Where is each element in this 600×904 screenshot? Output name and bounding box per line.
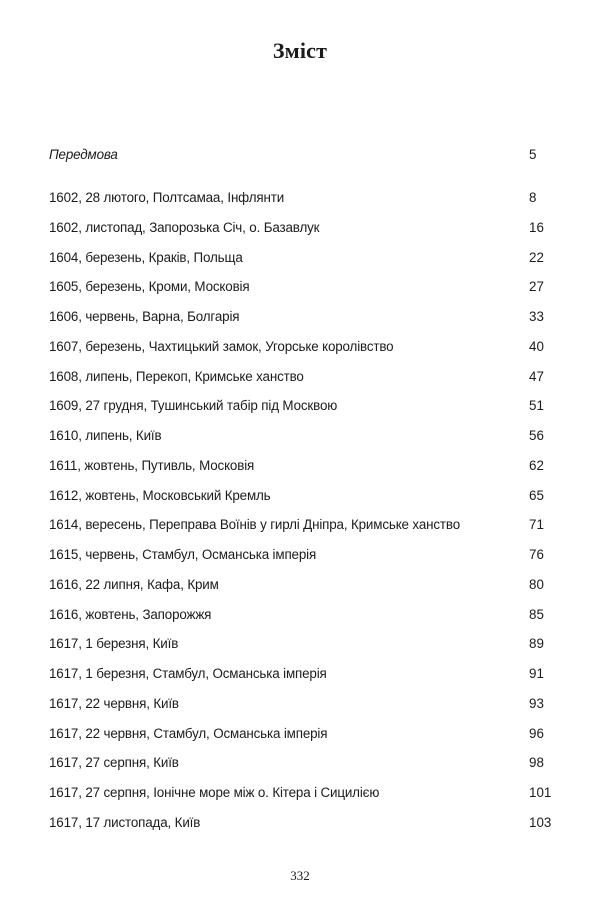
toc-entry-page: 80: [529, 576, 544, 592]
dot-leader: [225, 578, 517, 598]
dot-leader: [343, 399, 517, 419]
toc-entry[interactable]: [49, 783, 559, 803]
dot-leader: [245, 310, 517, 330]
toc-entry[interactable]: [49, 486, 559, 506]
toc-entry[interactable]: [49, 664, 559, 684]
dot-leader: [325, 221, 517, 241]
toc-entry-page: 89: [529, 636, 544, 652]
toc-entry[interactable]: [49, 337, 559, 357]
page-title: Зміст: [272, 38, 328, 63]
toc-entry[interactable]: [49, 426, 559, 446]
toc-entry[interactable]: [49, 813, 559, 833]
toc-entry-title: 1611, жовтень, Путивль, Московія: [49, 457, 255, 473]
toc-entry-title: 1615, червень, Стамбул, Османська імперія: [49, 547, 317, 562]
toc-entry-page: 56: [529, 428, 544, 443]
dot-leader: [322, 548, 517, 568]
toc-entry-page: 103: [529, 814, 552, 830]
toc-entry-title: 1605, березень, Кроми, Московія: [49, 279, 250, 295]
toc-entry-page: 33: [529, 309, 544, 324]
toc-entry-title: 1608, липень, Перекоп, Кримське ханство: [49, 368, 304, 384]
toc-entry-page: 16: [529, 219, 544, 235]
dot-leader: [206, 816, 517, 836]
toc-entry-title: 1617, 17 листопада, Київ: [49, 814, 201, 830]
toc-entry-title: 1617, 27 серпня, Київ: [49, 755, 179, 771]
toc-entry[interactable]: [49, 545, 559, 565]
toc-entry-title: 1602, 28 лютого, Полтсамаа, Інфлянти: [49, 190, 285, 205]
toc-entry[interactable]: [49, 634, 559, 654]
toc-entry-page: 8: [529, 190, 537, 205]
toc-entry-title: 1617, 22 червня, Київ: [49, 695, 179, 711]
dot-leader: [466, 518, 517, 538]
dot-leader: [277, 489, 517, 509]
toc-entry-page: 96: [529, 725, 544, 741]
dot-leader: [167, 429, 517, 449]
toc-entry-page: 93: [529, 695, 544, 711]
dot-leader: [249, 251, 517, 271]
toc-entry-page: 85: [529, 606, 544, 622]
toc-entry[interactable]: [49, 396, 559, 416]
toc-entry-title: 1606, червень, Варна, Болгарія: [49, 309, 240, 324]
toc-entry-page: 51: [529, 398, 544, 414]
toc-entry-title: Передмова: [49, 147, 118, 162]
toc-entry-page: 22: [529, 249, 544, 265]
toc-preface[interactable]: [49, 145, 559, 165]
toc-entry[interactable]: [49, 248, 559, 268]
toc-entry-page: 65: [529, 487, 544, 503]
toc-entry-title: 1604, березень, Краків, Польща: [49, 249, 243, 265]
toc-entry-page: 91: [529, 666, 544, 681]
toc-entry-page: 62: [529, 457, 544, 473]
toc-entry[interactable]: [49, 753, 559, 773]
toc-entry[interactable]: [49, 575, 559, 595]
toc-entry-title: 1617, 1 березня, Стамбул, Османська імперія: [49, 666, 327, 681]
dot-leader: [333, 727, 517, 747]
toc-entry-page: 47: [529, 368, 544, 384]
toc-entry-title: 1607, березень, Чахтицький замок, Угорське королівство: [49, 338, 394, 354]
dot-leader: [184, 637, 517, 657]
dot-leader: [310, 370, 517, 390]
toc-entry-title: 1602, листопад, Запорозька Січ, о. Базавлук: [49, 219, 320, 235]
toc-entry-page: 71: [529, 517, 544, 533]
toc-entry-page: 76: [529, 547, 544, 562]
toc-entry-title: 1612, жовтень, Московський Кремль: [49, 487, 271, 503]
dot-leader: [290, 191, 517, 211]
toc-entry[interactable]: [49, 605, 559, 625]
dot-leader: [385, 786, 517, 806]
dot-leader: [255, 280, 517, 300]
dot-leader: [124, 148, 517, 168]
dot-leader: [399, 340, 517, 360]
dot-leader: [185, 697, 517, 717]
toc-entry-title: 1609, 27 грудня, Тушинський табір під Москвою: [49, 398, 338, 414]
toc-entry[interactable]: [49, 277, 559, 297]
toc-entry-title: 1616, жовтень, Запорожжя: [49, 606, 212, 622]
toc-entry-page: 98: [529, 755, 544, 771]
toc-entry[interactable]: [49, 307, 559, 327]
toc-entry-page: 101: [529, 785, 552, 800]
page-number: 332: [290, 868, 310, 883]
dot-leader: [217, 608, 517, 628]
dot-leader: [260, 459, 517, 479]
toc-entry[interactable]: [49, 724, 559, 744]
toc-entry-title: 1617, 1 березня, Київ: [49, 636, 179, 652]
toc-entry[interactable]: [49, 188, 559, 208]
toc-entry[interactable]: [49, 456, 559, 476]
dot-leader: [333, 667, 517, 687]
toc-entry-page: 5: [529, 147, 537, 162]
toc-entry[interactable]: [49, 694, 559, 714]
toc-entry-title: 1617, 27 серпня, Іонічне море між о. Кітера і Сицилією: [49, 785, 380, 800]
toc-entry-page: 27: [529, 279, 544, 295]
toc-entry-title: 1617, 22 червня, Стамбул, Османська імперія: [49, 725, 328, 741]
toc-entry-title: 1616, 22 липня, Кафа, Крим: [49, 576, 219, 592]
toc-entry-title: 1614, вересень, Переправа Воїнів у гирлі Дніпра, Кримське ханство: [49, 517, 460, 533]
toc-entry[interactable]: [49, 367, 559, 387]
toc-entry[interactable]: [49, 218, 559, 238]
toc-entry-page: 40: [529, 338, 544, 354]
toc-entry-title: 1610, липень, Київ: [49, 428, 162, 443]
toc-entry[interactable]: [49, 515, 559, 535]
dot-leader: [185, 756, 517, 776]
